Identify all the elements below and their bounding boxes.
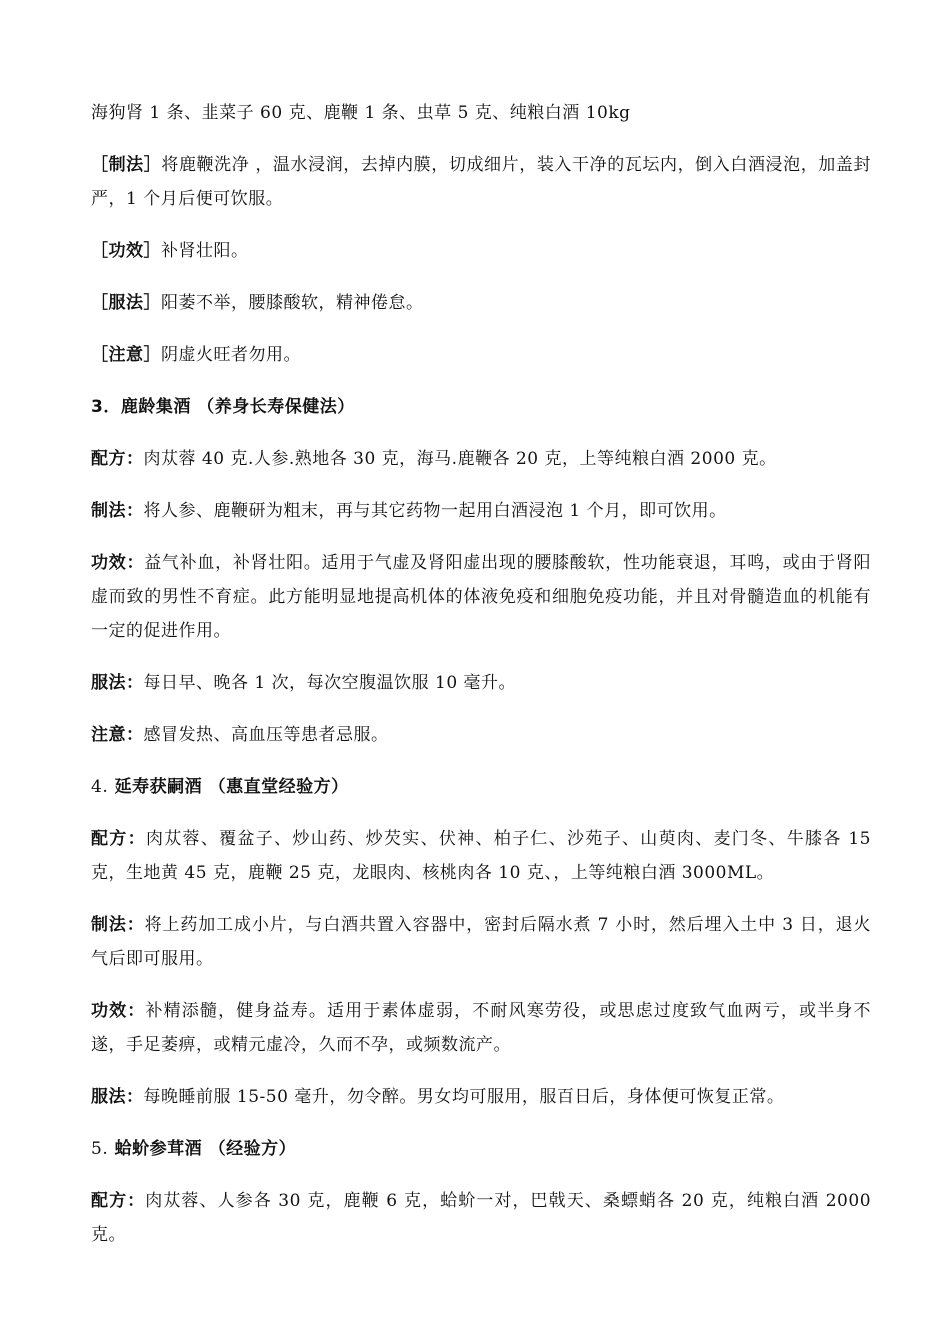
formula-text: 肉苁蓉、人参各 30 克，鹿鞭 6 克，蛤蚧一对，巴戟天、桑螵蛸各 20 克，纯粮白酒 2000 克。 <box>91 1191 872 1245</box>
usage-label: ［服法］ <box>91 293 161 313</box>
effect-label: 功效： <box>91 553 145 573</box>
usage-text: 阳萎不举，腰膝酸软，精神倦怠。 <box>161 293 424 313</box>
recipe3-title: 3．鹿龄集酒 （养身长寿保健法） <box>91 397 355 417</box>
recipe3-usage <box>91 666 871 700</box>
recipe4-number: 4. <box>91 777 109 797</box>
effect-text: 补精添髓，健身益寿。适用于素体虚弱，不耐风寒劳役，或思虑过度致气血两亏，或半身不遂，手足萎痹，或精元虚冷，久而不孕，或频数流产。 <box>91 1001 872 1055</box>
method-label: 制法： <box>91 501 144 521</box>
formula-text: 肉苁蓉 40 克.人参.熟地各 30 克，海马.鹿鞭各 20 克，上等纯粮白酒 2000 克。 <box>143 449 777 469</box>
formula-label: 配方： <box>91 1191 146 1211</box>
caution-text: 阴虚火旺者勿用。 <box>161 345 301 365</box>
effect-label: ［功效］ <box>91 241 161 261</box>
effect-text: 益气补血，补肾壮阳。适用于气虚及肾阳虚出现的腰膝酸软，性功能衰退，耳鸣，或由于肾阳虚而致的男性不育症。此方能明显地提高机体的体液免疫和细胞免疫功能，并且对骨髓造血的机能有一定的促进作用。 <box>91 553 872 641</box>
usage-text: 每日早、晚各 1 次，每次空腹温饮服 10 毫升。 <box>143 673 517 693</box>
recipe2-caution <box>91 338 871 372</box>
recipe5-title-text: 蛤蚧参茸酒 （经验方） <box>114 1139 297 1159</box>
recipe5-number: 5. <box>91 1139 109 1159</box>
ingredients-line: 海狗肾 1 条、韭菜子 60 克、鹿鞭 1 条、虫草 5 克、纯粮白酒 10kg <box>91 103 631 123</box>
formula-label: 配方： <box>91 829 146 849</box>
recipe3-caution <box>91 718 871 752</box>
usage-label: 服法： <box>91 673 144 693</box>
recipe4-effect <box>91 994 871 1062</box>
recipe5-title <box>91 1132 871 1166</box>
effect-text: 补肾壮阳。 <box>161 241 249 261</box>
method-text: 将鹿鞭洗净 ，温水浸润，去掉内膜，切成细片，装入干净的瓦坛内，倒入白酒浸泡，加盖封严，1 个月后便可饮服。 <box>91 155 871 209</box>
recipe4-method <box>91 908 871 976</box>
effect-label: 功效： <box>91 1001 146 1021</box>
method-label: 制法： <box>91 915 145 935</box>
recipe5-formula <box>91 1184 871 1252</box>
usage-label: 服法： <box>91 1087 144 1107</box>
recipe4-title-text: 延寿获嗣酒 （惠直堂经验方） <box>114 777 349 797</box>
method-text: 将上药加工成小片，与白酒共置入容器中，密封后隔水煮 7 小时，然后埋入土中 3 日，退火气后即可服用。 <box>91 915 871 969</box>
caution-label: ［注意］ <box>91 345 161 365</box>
caution-label: 注意： <box>91 725 144 745</box>
method-label: ［制法］ <box>91 155 162 175</box>
recipe4-usage <box>91 1080 871 1114</box>
recipe4-formula <box>91 822 871 890</box>
recipe2-method <box>91 148 871 216</box>
formula-text: 肉苁蓉、覆盆子、炒山药、炒芡实、伏神、柏子仁、沙苑子、山萸肉、麦门冬、牛膝各 15 克，生地黄 45 克，鹿鞭 25 克，龙眼肉、核桃肉各 10 克、，上等纯粮白酒 3000ML。 <box>91 829 871 883</box>
method-text: 将人参、鹿鞭研为粗末，再与其它药物一起用白酒浸泡 1 个月，即可饮用。 <box>143 501 727 521</box>
usage-text: 每晚睡前服 15-50 毫升，勿令醉。男女均可服用，服百日后，身体便可恢复正常。 <box>143 1087 785 1107</box>
recipe3-formula <box>91 442 871 476</box>
formula-label: 配方： <box>91 449 144 469</box>
recipe3-method <box>91 494 871 528</box>
recipe2-usage <box>91 286 871 320</box>
recipe4-title <box>91 770 871 804</box>
recipe3-effect <box>91 546 871 648</box>
caution-text: 感冒发热、高血压等患者忌服。 <box>143 725 389 745</box>
document-page <box>91 96 871 1270</box>
recipe2-effect <box>91 234 871 268</box>
